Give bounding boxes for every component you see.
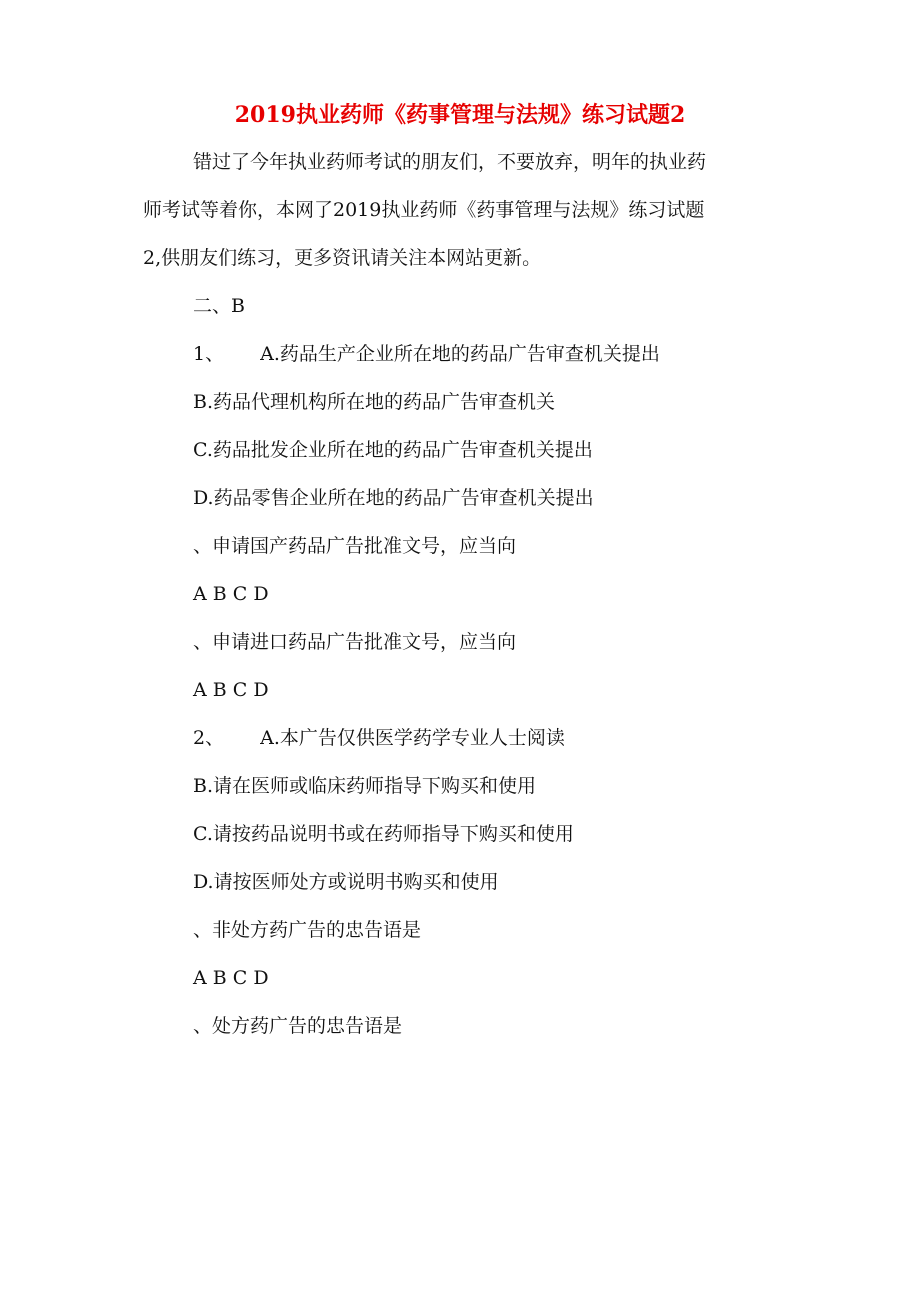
group1-option-c: C.药品批发企业所在地的药品广告审查机关提出	[193, 439, 593, 461]
group1-number: 1、	[193, 343, 225, 365]
group2-option-d: D.请按医师处方或说明书购买和使用	[193, 871, 499, 893]
group2-question-1: 、非处方药广告的忠告语是	[193, 919, 422, 941]
group2-question-2: 、处方药广告的忠告语是	[193, 1015, 403, 1037]
group2-option-b: B.请在医师或临床药师指导下购买和使用	[193, 775, 537, 797]
group2-option-a	[193, 724, 565, 752]
section-heading: 二、B	[193, 295, 245, 317]
intro-line-3: 2,供朋友们练习，更多资讯请关注本网站更新。	[143, 247, 542, 269]
document-title: 2019执业药师《药事管理与法规》练习试题2	[234, 102, 686, 128]
intro-line-2: 师考试等着你，本网了2019执业药师《药事管理与法规》练习试题	[143, 199, 705, 221]
group1-answers-2: A B C D	[193, 679, 269, 701]
option-text: A.药品生产企业所在地的药品广告审查机关提出	[260, 343, 660, 365]
option-text: A.本广告仅供医学药学专业人士阅读	[260, 727, 565, 749]
group2-answers-1: A B C D	[193, 967, 269, 989]
group2-option-c: C.请按药品说明书或在药师指导下购买和使用	[193, 823, 574, 845]
group1-option-b: B.药品代理机构所在地的药品广告审查机关	[193, 391, 556, 413]
group1-question-1: 、申请国产药品广告批准文号，应当向	[193, 535, 517, 557]
group2-number: 2、	[193, 727, 225, 749]
group1-option-d: D.药品零售企业所在地的药品广告审查机关提出	[193, 487, 594, 509]
group1-question-2: 、申请进口药品广告批准文号，应当向	[193, 631, 517, 653]
group1-answers-1: A B C D	[193, 583, 269, 605]
group1-option-a	[193, 340, 660, 368]
intro-line-1: 错过了今年执业药师考试的朋友们，不要放弃，明年的执业药	[193, 151, 707, 173]
